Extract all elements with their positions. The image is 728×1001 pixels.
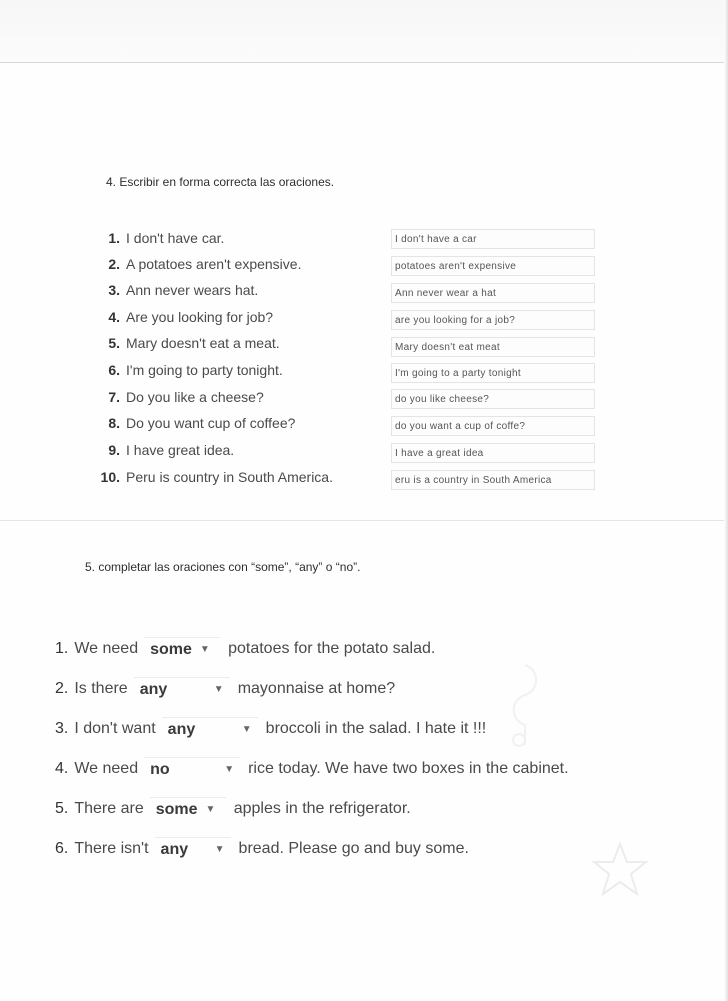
answer-field[interactable]: do you want a cup of coffe? xyxy=(391,416,595,436)
chevron-down-icon: ▼ xyxy=(214,843,225,855)
item-number: 10. xyxy=(100,469,120,485)
star-icon xyxy=(590,840,650,900)
sentence-end: apples in the refrigerator. xyxy=(233,800,411,817)
item-number: 9. xyxy=(108,442,120,458)
music-note-icon xyxy=(505,660,545,750)
exercise5-item xyxy=(55,756,569,782)
item-number: 5. xyxy=(108,335,120,351)
word-dropdown[interactable] xyxy=(134,677,230,701)
sentence-start: There isn't xyxy=(74,840,149,857)
chevron-down-icon: ▼ xyxy=(241,723,252,735)
exercise4-item xyxy=(90,227,390,249)
item-sentence: I'm going to party tonight. xyxy=(126,362,283,378)
page-fold xyxy=(0,520,728,521)
chevron-down-icon: ▼ xyxy=(213,683,224,695)
section4-heading: 4. Escribir en forma correcta las oraciones. xyxy=(106,175,335,189)
item-number: 4. xyxy=(108,309,120,325)
exercise4-item xyxy=(90,439,390,461)
item-number: 1. xyxy=(108,230,120,246)
dropdown-value: some xyxy=(155,800,198,818)
answer-field[interactable]: do you like cheese? xyxy=(391,389,595,409)
item-number: 7. xyxy=(108,389,120,405)
answer-field[interactable]: I'm going to a party tonight xyxy=(391,363,595,383)
answer-field[interactable]: I have a great idea xyxy=(391,443,595,463)
item-number: 1. xyxy=(55,640,69,657)
exercise4-item xyxy=(90,359,390,381)
sentence-end: mayonnaise at home? xyxy=(237,680,396,697)
exercise4-item xyxy=(90,412,390,434)
dropdown-value: any xyxy=(167,720,196,738)
dropdown-value: any xyxy=(139,680,168,698)
dropdown-value: some xyxy=(150,640,192,658)
answer-field[interactable]: eru is a country in South America xyxy=(391,470,595,490)
item-number: 2. xyxy=(108,256,120,272)
item-sentence: I have great idea. xyxy=(126,442,235,458)
item-number: 4. xyxy=(55,760,69,777)
item-number: 3. xyxy=(108,282,120,298)
exercise4-item xyxy=(90,306,390,328)
answer-field[interactable]: Mary doesn't eat meat xyxy=(391,337,595,357)
exercise5-item xyxy=(55,716,486,742)
answer-field[interactable]: I don't have a car xyxy=(391,229,595,249)
exercise5-item xyxy=(55,676,395,702)
exercise5-item xyxy=(55,796,411,822)
item-sentence: Peru is country in South America. xyxy=(126,469,333,485)
exercise4-item xyxy=(90,332,390,354)
exercise4-item xyxy=(90,279,390,301)
answer-field[interactable]: Ann never wear a hat xyxy=(391,283,595,303)
word-dropdown[interactable] xyxy=(144,757,240,781)
dropdown-value: any xyxy=(160,840,189,858)
sentence-start: Is there xyxy=(74,680,128,697)
exercise4-item xyxy=(90,386,390,408)
item-number: 2. xyxy=(55,680,69,697)
sentence-start: We need xyxy=(74,640,139,657)
scan-top-edge xyxy=(0,0,728,63)
item-sentence: Ann never wears hat. xyxy=(126,282,259,298)
answer-field[interactable]: potatoes aren't expensive xyxy=(391,256,595,276)
item-number: 3. xyxy=(55,720,69,737)
exercise5-item xyxy=(55,836,469,862)
item-number: 5. xyxy=(55,800,69,817)
exercise4-item xyxy=(90,466,400,488)
dropdown-value: no xyxy=(150,760,170,778)
word-dropdown[interactable] xyxy=(155,837,231,861)
item-sentence: I don't have car. xyxy=(126,230,225,246)
sentence-end: broccoli in the salad. I hate it !!! xyxy=(265,720,487,737)
word-dropdown[interactable] xyxy=(144,637,220,661)
sentence-end: rice today. We have two boxes in the cabinet. xyxy=(248,760,569,777)
word-dropdown[interactable] xyxy=(150,797,226,821)
item-sentence: Do you want cup of coffee? xyxy=(126,415,296,431)
chevron-down-icon: ▼ xyxy=(199,643,210,655)
chevron-down-icon: ▼ xyxy=(224,763,235,775)
item-sentence: Do you like a cheese? xyxy=(126,389,264,405)
sentence-start: There are xyxy=(74,800,144,817)
item-number: 6. xyxy=(55,840,69,857)
word-dropdown[interactable] xyxy=(162,717,258,741)
exercise5-item xyxy=(55,636,435,662)
sentence-end: bread. Please go and buy some. xyxy=(238,840,469,857)
sentence-end: potatoes for the potato salad. xyxy=(228,640,436,657)
item-sentence: Are you looking for job? xyxy=(126,309,274,325)
item-sentence: Mary doesn't eat a meat. xyxy=(126,335,280,351)
section5-heading: 5. completar las oraciones con “some”, “any” o “no”. xyxy=(85,560,361,574)
answer-field[interactable]: are you looking for a job? xyxy=(391,310,595,330)
item-number: 6. xyxy=(108,362,120,378)
item-number: 8. xyxy=(108,415,120,431)
chevron-down-icon: ▼ xyxy=(205,803,216,815)
sentence-start: We need xyxy=(74,760,139,777)
scan-right-edge xyxy=(724,0,728,1001)
item-sentence: A potatoes aren't expensive. xyxy=(126,256,302,272)
exercise4-item xyxy=(90,253,390,275)
sentence-start: I don't want xyxy=(74,720,156,737)
